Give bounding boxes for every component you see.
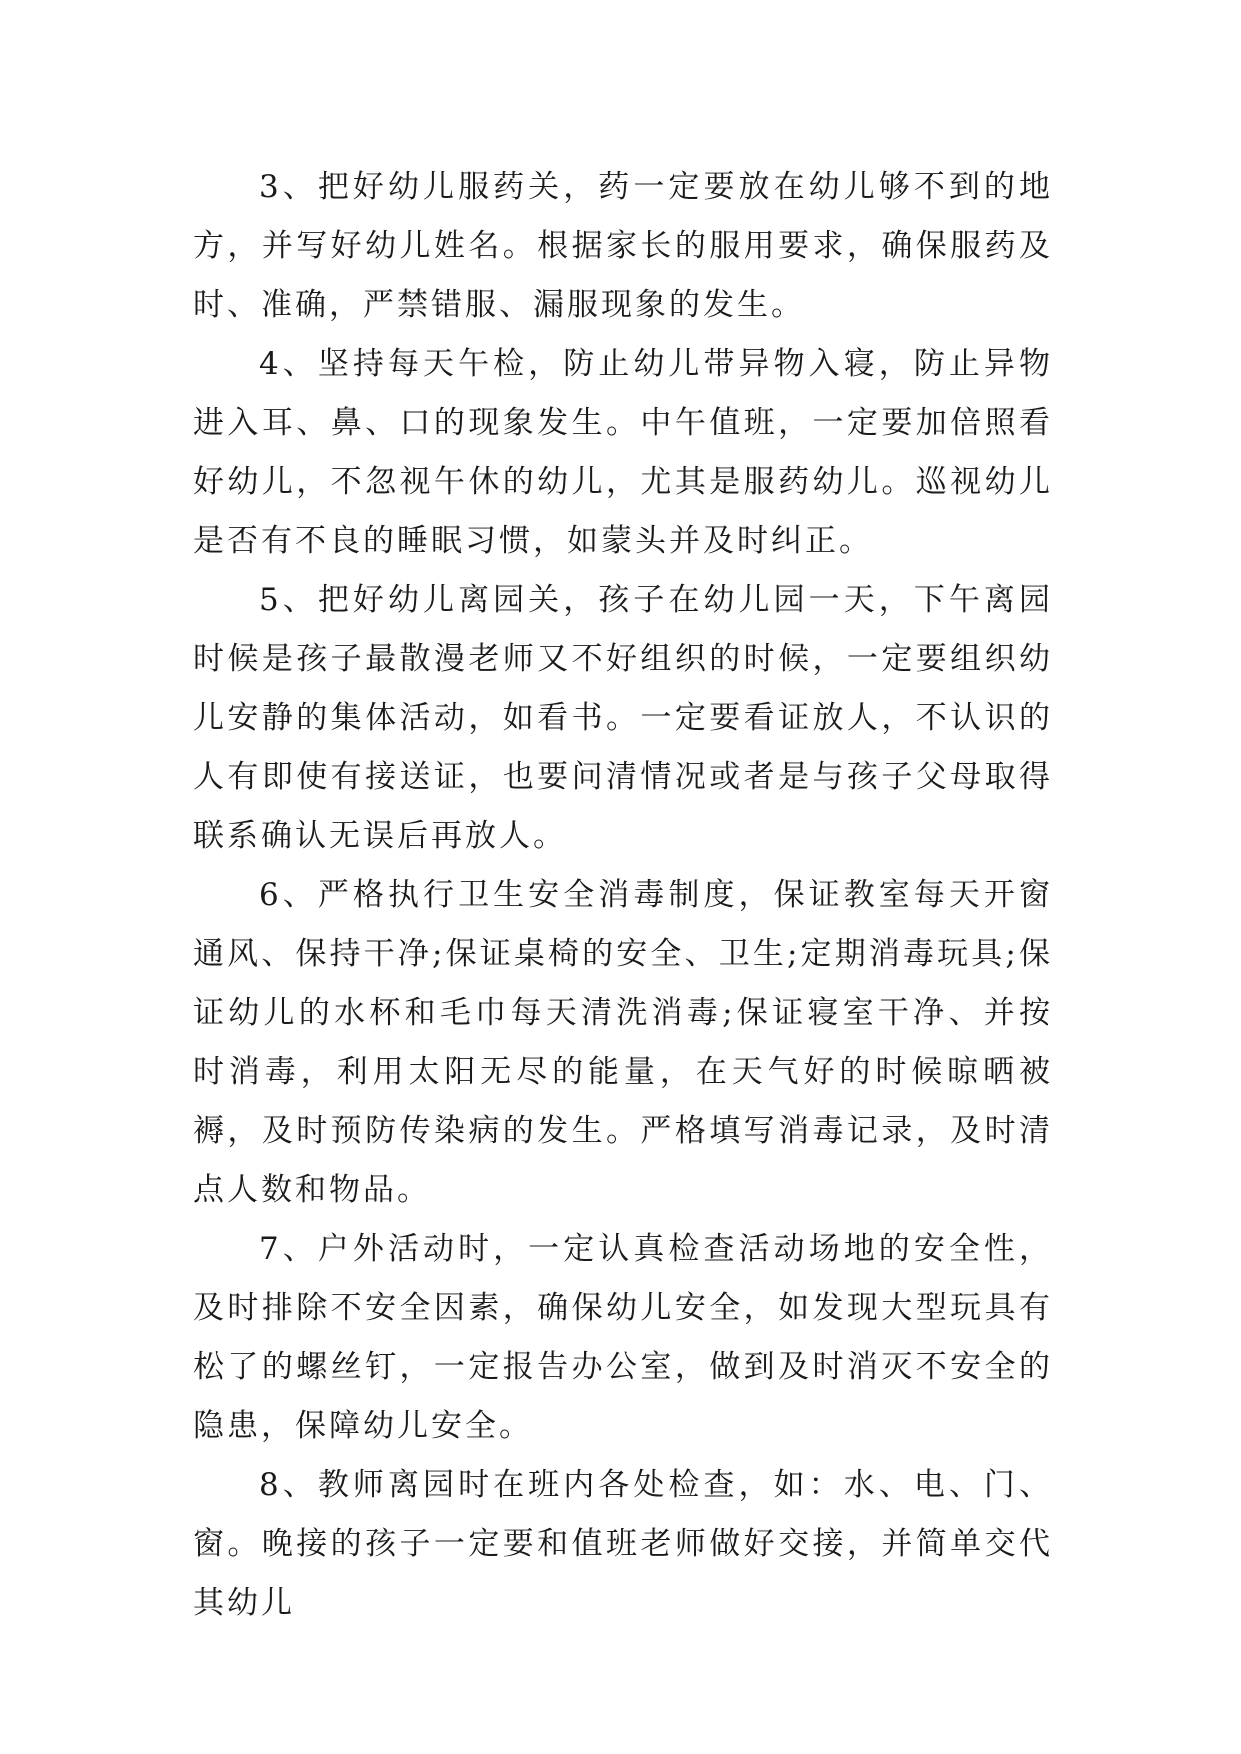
paragraph-item-6: 6、严格执行卫生安全消毒制度，保证教室每天开窗通风、保持干净;保证桌椅的安全、卫生;定期消毒玩具;保证幼儿的水杯和毛巾每天清洗消毒;保证寝室干净、并按时消毒，利用太阳无尽的能量，在天气好的时候晾晒被褥，及时预防传染病的发生。严格填写消毒记录，及时清点人数和物品。: [193, 877, 1053, 1208]
paragraph-item-8: 8、教师离园时在班内各处检查，如：水、电、门、窗。晚接的孩子一定要和值班老师做好交接，并简单交代其幼儿: [193, 1467, 1053, 1621]
document-body: [193, 158, 1053, 1633]
paragraph-item-5: 5、把好幼儿离园关，孩子在幼儿园一天，下午离园时候是孩子最散漫老师又不好组织的时候，一定要组织幼儿安静的集体活动，如看书。一定要看证放人，不认识的人有即使有接送证，也要问清情况或者是与孩子父母取得联系确认无误后再放人。: [193, 582, 1053, 854]
paragraph-item-4: 4、坚持每天午检，防止幼儿带异物入寝，防止异物进入耳、鼻、口的现象发生。中午值班，一定要加倍照看好幼儿，不忽视午休的幼儿，尤其是服药幼儿。巡视幼儿是否有不良的睡眠习惯，如蒙头并及时纠正。: [193, 346, 1053, 559]
paragraph-item-3: 3、把好幼儿服药关，药一定要放在幼儿够不到的地方，并写好幼儿姓名。根据家长的服用要求，确保服药及时、准确，严禁错服、漏服现象的发生。: [193, 169, 1053, 323]
paragraph-item-7: 7、户外活动时，一定认真检查活动场地的安全性，及时排除不安全因素，确保幼儿安全，如发现大型玩具有松了的螺丝钉，一定报告办公室，做到及时消灭不安全的隐患，保障幼儿安全。: [193, 1231, 1053, 1444]
